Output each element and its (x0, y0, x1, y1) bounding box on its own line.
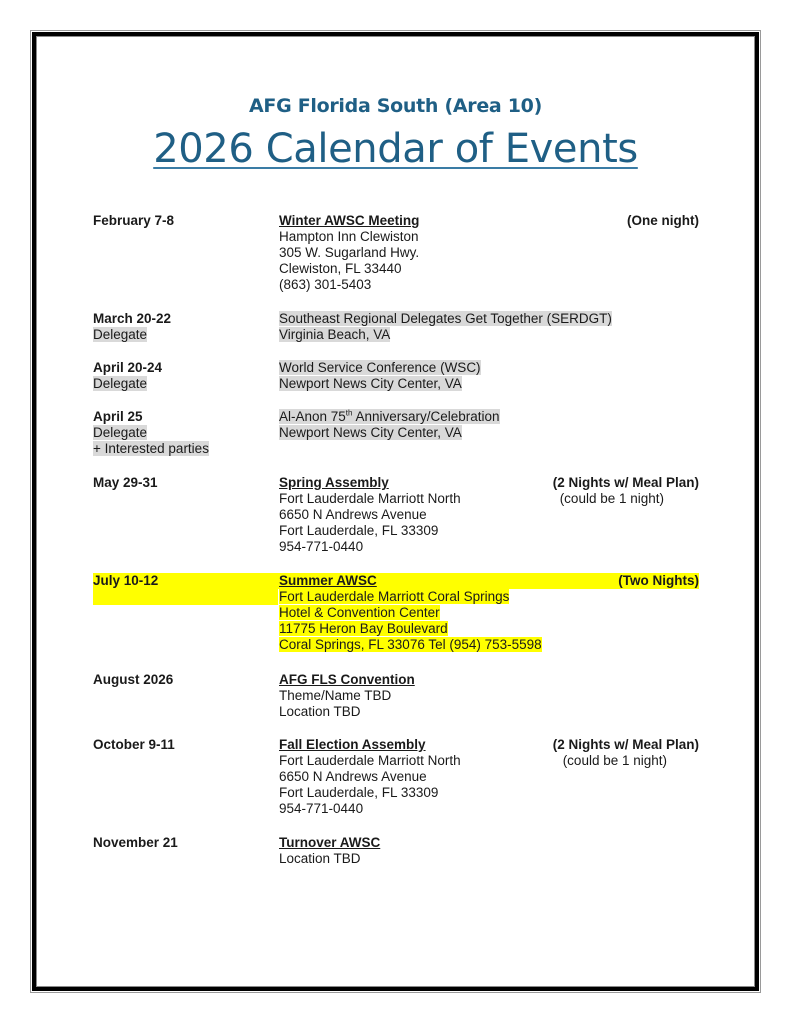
event-detail: Newport News City Center, VA (279, 425, 462, 440)
event-detail: Location TBD (279, 704, 361, 719)
event-note: (2 Nights w/ Meal Plan) (552, 737, 699, 752)
event-role: Delegate (93, 425, 148, 440)
event-title: Summer AWSC (279, 573, 377, 588)
event-detail: 954-771-0440 (279, 801, 364, 816)
organization-subtitle: AFG Florida South (Area 10) (249, 95, 542, 117)
event-detail-prefix: Al-Anon 75 (279, 409, 346, 424)
event-detail: Fort Lauderdale, FL 33309 (279, 785, 439, 800)
event-detail: Newport News City Center, VA (279, 376, 462, 391)
event-detail: Hotel & Convention Center (279, 605, 440, 620)
event-date: March 20-22 (93, 311, 172, 326)
page-title (0, 126, 791, 172)
event-date: May 29-31 (93, 475, 158, 490)
event-detail: 305 W. Sugarland Hwy. (279, 245, 420, 260)
event-title: AFG FLS Convention (279, 672, 415, 687)
event-title: Winter AWSC Meeting (279, 213, 420, 228)
event-role-extra: + Interested parties (93, 441, 209, 456)
event-title: Fall Election Assembly (279, 737, 426, 752)
event-detail: 6650 N Andrews Avenue (279, 769, 427, 784)
event-title: Turnover AWSC (279, 835, 381, 850)
event-role: Delegate (93, 327, 148, 342)
event-date: February 7-8 (93, 213, 175, 228)
event-detail-sup: th (345, 408, 353, 418)
event-detail: Southeast Regional Delegates Get Together (SERDGT) (279, 311, 612, 326)
event-note: (One night) (627, 213, 699, 228)
event-subnote: (could be 1 night) (562, 753, 668, 768)
event-title: Spring Assembly (279, 475, 389, 490)
event-role: Delegate (93, 376, 148, 391)
event-date: July 10-12 (93, 573, 159, 588)
event-date: April 25 (93, 409, 143, 424)
event-detail (279, 409, 500, 424)
event-detail: Coral Springs, FL 33076 Tel (954) 753-5598 (279, 637, 542, 652)
event-detail: Fort Lauderdale Marriott Coral Springs (279, 589, 510, 604)
event-detail: Virginia Beach, VA (279, 327, 391, 342)
event-subnote: (could be 1 night) (559, 491, 665, 506)
event-detail: Location TBD (279, 851, 361, 866)
event-detail: 6650 N Andrews Avenue (279, 507, 427, 522)
event-date: October 9-11 (93, 737, 175, 752)
event-detail: (863) 301-5403 (279, 277, 372, 292)
event-detail: Fort Lauderdale Marriott North (279, 491, 461, 506)
event-detail-suffix: Anniversary/Celebration (352, 409, 500, 424)
event-detail: Clewiston, FL 33440 (279, 261, 402, 276)
event-detail: 11775 Heron Bay Boulevard (279, 621, 448, 636)
page-title-text: 2026 Calendar of Events (153, 126, 638, 172)
event-date: August 2026 (93, 672, 174, 687)
event-date: November 21 (93, 835, 178, 850)
event-detail: World Service Conference (WSC) (279, 360, 481, 375)
event-detail: 954-771-0440 (279, 539, 364, 554)
event-detail: Theme/Name TBD (279, 688, 392, 703)
event-note: (2 Nights w/ Meal Plan) (552, 475, 699, 490)
event-detail: Fort Lauderdale Marriott North (279, 753, 461, 768)
event-detail: Fort Lauderdale, FL 33309 (279, 523, 439, 538)
event-date: April 20-24 (93, 360, 163, 375)
event-note: (Two Nights) (618, 573, 699, 588)
highlight-band (93, 589, 278, 605)
event-detail: Hampton Inn Clewiston (279, 229, 419, 244)
